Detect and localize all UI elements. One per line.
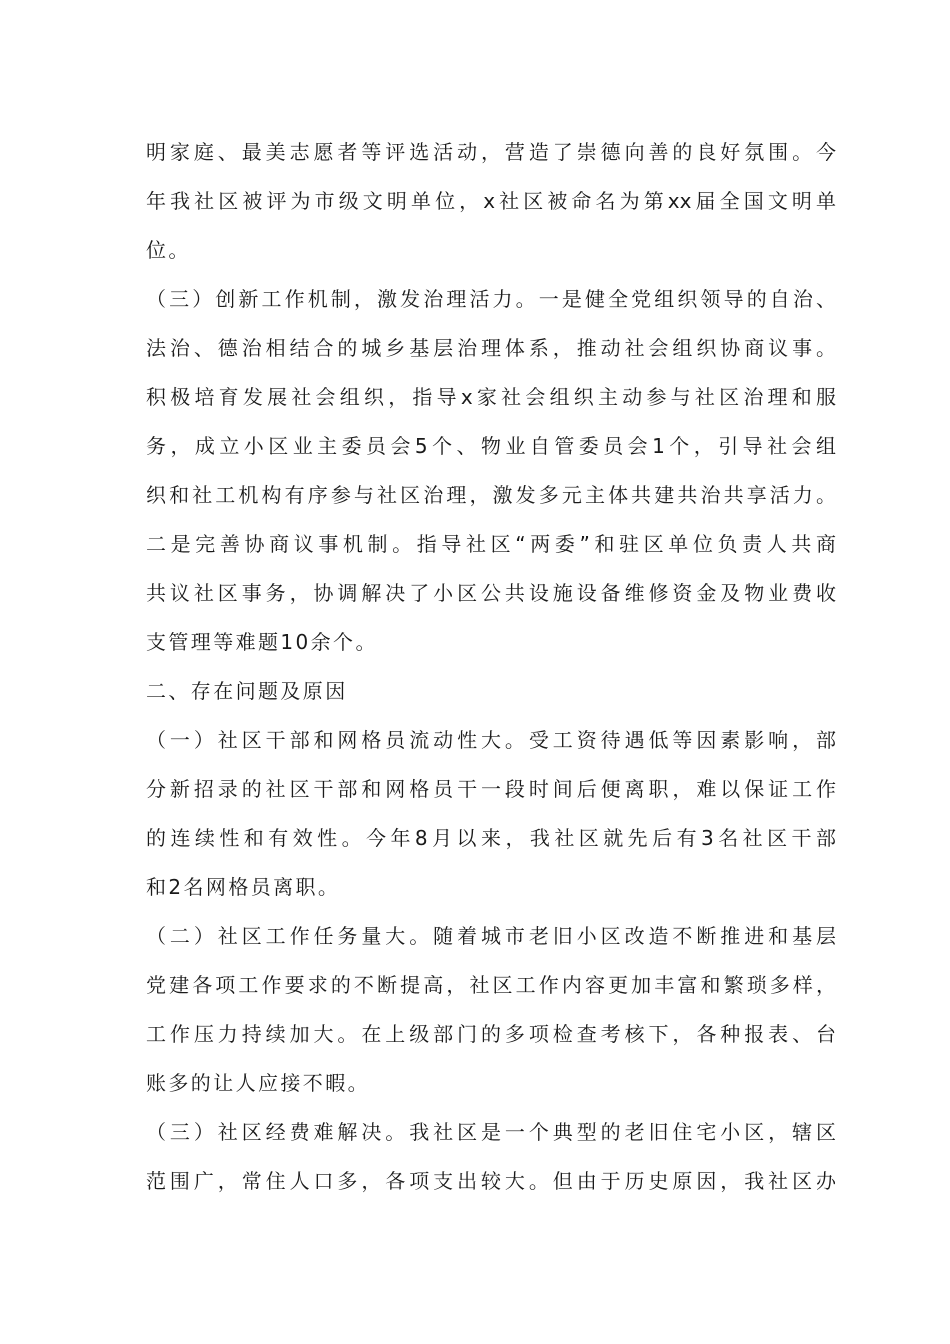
text-line: 积极培育发展社会组织，指导x家社会组织主动参与社区治理和服: [146, 385, 836, 409]
text-line: 支管理等难题10余个。: [146, 630, 378, 654]
text-line: 和2名网格员离职。: [146, 875, 341, 899]
section-heading-problems: [146, 667, 836, 716]
paragraph-innovation-mechanism: [146, 275, 836, 667]
text-line: （三）创新工作机制，激发治理活力。一是健全党组织领导的自治、: [146, 287, 836, 311]
text-line: 务，成立小区业主委员会5个、物业自管委员会1个，引导社会组: [146, 434, 836, 458]
paragraph-civilization-awards: [146, 128, 836, 275]
text-line: 明家庭、最美志愿者等评选活动，营造了崇德向善的良好氛围。今: [146, 140, 836, 164]
text-line: 织和社工机构有序参与社区治理，激发多元主体共建共治共享活力。: [146, 483, 836, 507]
text-line: 二是完善协商议事机制。指导社区“两委”和驻区单位负责人共商: [146, 532, 836, 556]
text-line: 范围广，常住人口多，各项支出较大。但由于历史原因，我社区办: [146, 1169, 836, 1193]
paragraph-workload: [146, 912, 836, 1108]
text-line: （二）社区工作任务量大。随着城市老旧小区改造不断推进和基层: [146, 924, 836, 948]
text-line: 法治、德治相结合的城乡基层治理体系，推动社会组织协商议事。: [146, 336, 836, 360]
text-line: 共议社区事务，协调解决了小区公共设施设备维修资金及物业费收: [146, 581, 836, 605]
paragraph-funding: [146, 1108, 836, 1206]
text-line: 工作压力持续加大。在上级部门的多项检查考核下，各种报表、台: [146, 1022, 836, 1046]
text-line: 账多的让人应接不暇。: [146, 1071, 370, 1095]
text-line: （一）社区干部和网格员流动性大。受工资待遇低等因素影响，部: [146, 728, 836, 752]
text-line: 年我社区被评为市级文明单位，x社区被命名为第xx届全国文明单: [146, 189, 836, 213]
text-line: （三）社区经费难解决。我社区是一个典型的老旧住宅小区，辖区: [146, 1120, 836, 1144]
text-line: 分新招录的社区干部和网格员干一段时间后便离职，难以保证工作: [146, 777, 836, 801]
text-line: 党建各项工作要求的不断提高，社区工作内容更加丰富和繁琐多样，: [146, 973, 836, 997]
text-line: 位。: [146, 238, 191, 262]
document-body: [146, 128, 836, 1206]
section-heading: 二、存在问题及原因: [146, 679, 348, 703]
text-line: 的连续性和有效性。今年8月以来，我社区就先后有3名社区干部: [146, 826, 836, 850]
paragraph-staff-turnover: [146, 716, 836, 912]
